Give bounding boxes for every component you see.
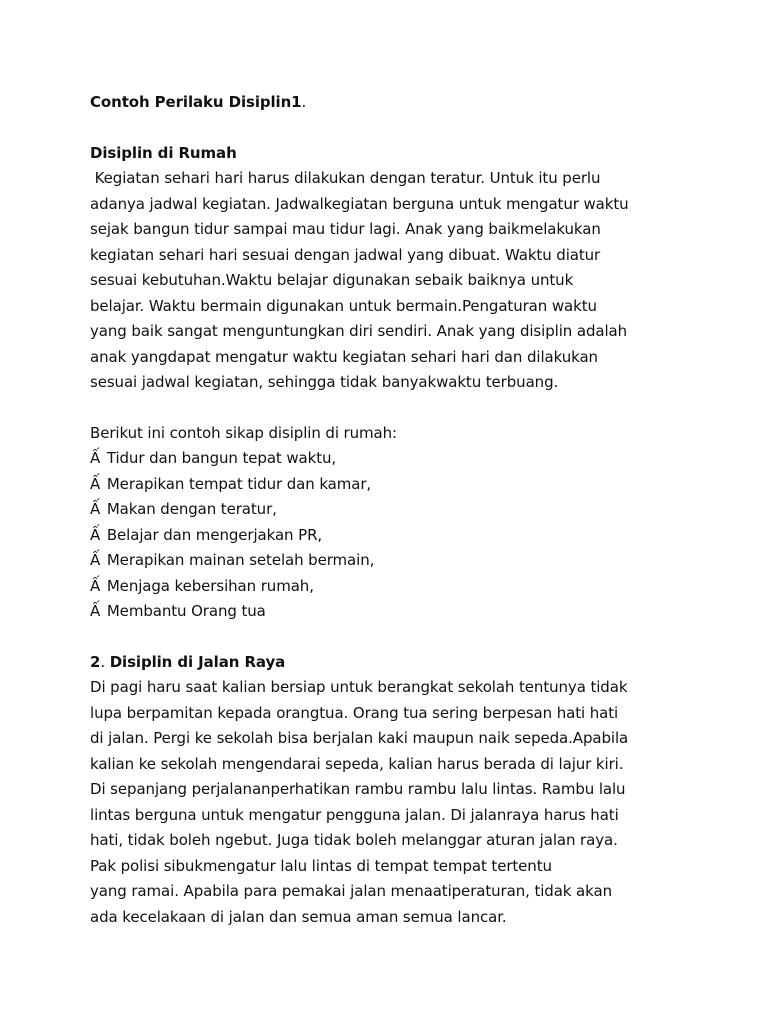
bullet-icon: Ấ: [90, 551, 101, 569]
paragraph-line: sejak bangun tidur sampai mau tidur lagi. Anak yang baikmelakukan: [90, 220, 601, 238]
paragraph-line: yang ramai. Apabila para pemakai jalan menaatiperaturan, tidak akan: [90, 882, 612, 900]
bullet-icon: Ấ: [90, 525, 101, 544]
paragraph-line: sesuai kebutuhan.Waktu belajar digunakan sebaik baiknya untuk: [90, 271, 574, 289]
paragraph-line: hati, tidak boleh ngebut. Juga tidak boleh melanggar aturan jalan raya.: [90, 831, 618, 849]
list-item-text: Tidur dan bangun tepat waktu,: [106, 449, 337, 467]
bullet-icon: Ấ: [90, 500, 101, 518]
document-title: [90, 90, 730, 116]
paragraph-line: kalian ke sekolah mengendarai sepeda, kalian harus berada di lajur kiri.: [90, 754, 624, 773]
paragraph-line: Di sepanjang perjalananperhatikan rambu rambu lalu lintas. Rambu lalu: [90, 780, 626, 798]
section-heading-text: Disiplin di Jalan Raya: [109, 652, 286, 671]
paragraph-line: Kegiatan sehari hari harus dilakukan dengan teratur. Untuk itu perlu: [90, 169, 601, 187]
list-intro: Berikut ini contoh sikap disiplin di rumah:: [90, 423, 397, 442]
paragraph-line: ada kecelakaan di jalan dan semua aman semua lancar.: [90, 907, 507, 926]
bullet-icon: Ấ: [90, 576, 101, 595]
list-item: [90, 574, 730, 600]
paragraph-line: kegiatan sehari hari sesuai dengan jadwal yang dibuat. Waktu diatur: [90, 245, 601, 264]
bullet-icon: Ấ: [90, 474, 101, 493]
paragraph-line: sesuai jadwal kegiatan, sehingga tidak banyakwaktu terbuang.: [90, 373, 559, 391]
bullet-icon: Ấ: [90, 602, 101, 620]
section-jalan-raya-paragraph: [90, 675, 730, 930]
paragraph-gap: [90, 396, 730, 421]
list-item: [90, 523, 730, 549]
disiplin-rumah-list: [90, 446, 730, 625]
list-item-text: Makan dengan teratur,: [106, 500, 277, 518]
list-item-text: Membantu Orang tua: [106, 602, 266, 620]
section-heading-jalan-raya: [90, 650, 730, 676]
paragraph-line: adanya jadwal kegiatan. Jadwalkegiatan berguna untuk mengatur waktu: [90, 194, 629, 213]
paragraph-line: anak yangdapat mengatur waktu kegiatan sehari hari dan dilakukan: [90, 347, 598, 366]
section-number: 2: [90, 652, 101, 671]
paragraph-line: Pak polisi sibukmengatur lalu lintas di tempat tempat tertentu: [90, 856, 552, 875]
paragraph-line: lupa berpamitan kepada orangtua. Orang tua sering berpesan hati hati: [90, 703, 619, 722]
document-page: [90, 90, 730, 930]
document-title-suffix: .: [301, 93, 307, 111]
section-heading-rumah: Disiplin di Rumah: [90, 143, 237, 162]
list-item-text: Merapikan tempat tidur dan kamar,: [106, 474, 372, 493]
paragraph-line: di jalan. Pergi ke sekolah bisa berjalan kaki maupun naik sepeda.Apabila: [90, 729, 629, 747]
list-item: [90, 497, 730, 523]
list-item: [90, 446, 730, 472]
paragraph-line: yang baik sangat menguntungkan diri sendiri. Anak yang disiplin adalah: [90, 322, 628, 340]
list-item-text: Menjaga kebersihan rumah,: [106, 576, 314, 595]
section-rumah-paragraph: [90, 166, 730, 396]
document-title-text: Contoh Perilaku Disiplin1: [90, 93, 302, 111]
bullet-icon: Ấ: [90, 449, 101, 467]
section-gap: [90, 625, 730, 650]
list-item: [90, 548, 730, 574]
paragraph-line: belajar. Waktu bermain digunakan untuk bermain.Pengaturan waktu: [90, 296, 597, 315]
section-heading-separator: .: [100, 652, 110, 671]
list-item-text: Belajar dan mengerjakan PR,: [106, 525, 323, 544]
paragraph-line: lintas berguna untuk mengatur pengguna jalan. Di jalanraya harus hati: [90, 805, 619, 824]
list-item: [90, 599, 730, 625]
list-item: [90, 472, 730, 498]
paragraph-line: Di pagi haru saat kalian bersiap untuk berangkat sekolah tentunya tidak: [90, 678, 628, 696]
list-item-text: Merapikan mainan setelah bermain,: [106, 551, 375, 569]
